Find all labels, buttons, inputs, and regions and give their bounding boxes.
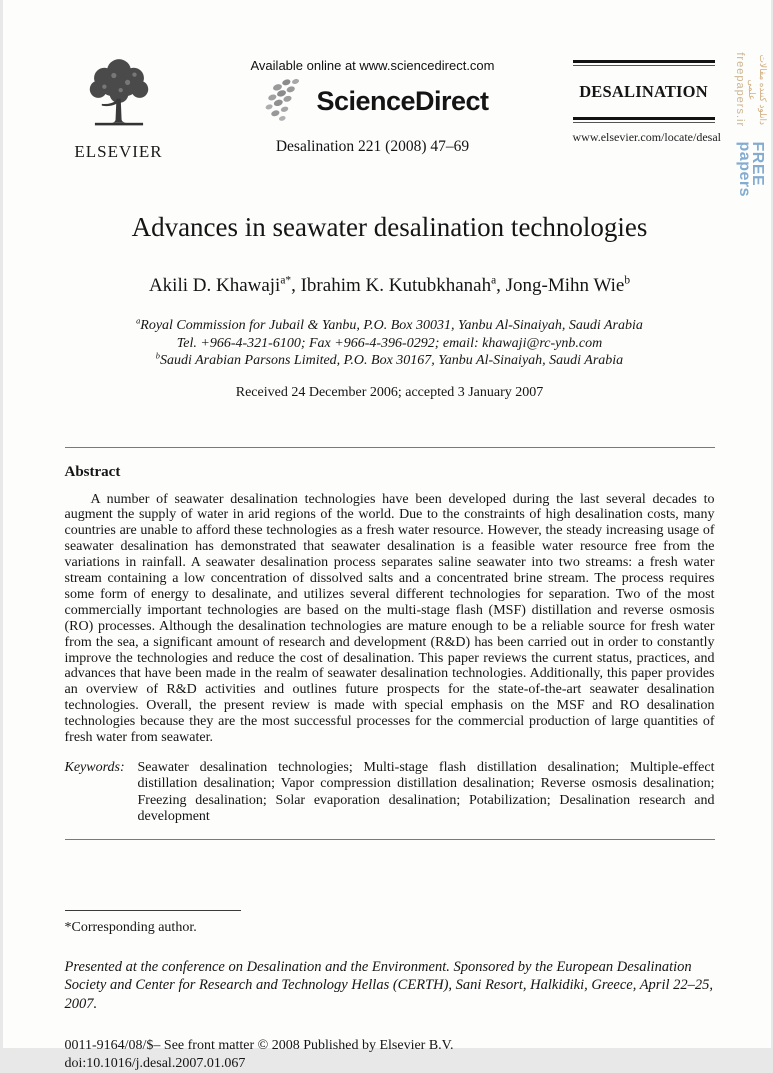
watermark-brand [737, 142, 764, 197]
author-superscript: b [624, 275, 630, 287]
author-separator: , [496, 275, 506, 296]
watermark-arabic-text: دانلود کننده مقالات علمی [746, 45, 768, 135]
sciencedirect-logo [173, 79, 573, 123]
watermark-site-text: freepapers.ir [734, 45, 746, 135]
masthead-bottom-rule [573, 117, 715, 123]
affiliation-line [65, 335, 715, 353]
abstract-bottom-rule [65, 839, 715, 840]
keywords-label: Keywords: [65, 760, 138, 826]
journal-name: DESALINATION [573, 82, 715, 102]
doi-line: doi:10.1016/j.desal.2007.01.067 [65, 1055, 715, 1073]
issn-copyright-line: 0011-9164/08/$– See front matter © 2008 Published by Elsevier B.V. [65, 1037, 715, 1055]
journal-header [65, 54, 715, 162]
received-dates: Received 24 December 2006; accepted 3 January 2007 [65, 385, 715, 401]
affiliations [65, 317, 715, 370]
affiliation-text: Royal Commission for Jubail & Yanbu, P.O. Box 30031, Yanbu Al-Sinaiyah, Saudi Arabia [140, 318, 643, 333]
affiliation-line [65, 317, 715, 335]
abstract-text: A number of seawater desalination technologies have been developed during the last several decades to augment the supply of water in arid regions of the world. Due to the constraints of high desalination costs, many countries are unable to afford these technologies as a fresh water resource. However, the steady increasing usage of seawater desalination has demonstrated that seawater desalination is a feasible water resource free from the variations in rainfall. A seawater desalination process separates saline seawater into two streams: a fresh water stream containing a low concentration of dissolved salts and a concentrated brine stream. The process requires some form of energy to desalinate, and utilizes several different technologies for separation. Two of the most commercially important technologies are based on the multi-stage flash (MSF) distillation and reverse osmosis (RO) processes. Although the desalination technologies are mature enough to be a reliable source for fresh water from the sea, a significant amount of research and development (R&D) has been carried out in order to constantly improve the technologies and reduce the cost of desalination. This paper reviews the current status, practices, and advances that have been made in the realm of seawater desalination technologies. Additionally, this paper provides an overview of R&D activities and outlines future prospects for the state-of-the-art seawater desalination technologies. Overall, the present review is made with special emphasis on the MSF and RO desalination technologies because they are the most successful processes for the commercial production of large quantities of fresh water from seawater. [65, 492, 715, 747]
sciencedirect-wordmark: ScienceDirect [316, 86, 488, 117]
sciencedirect-dots-icon [256, 79, 312, 123]
affiliation-superscript: a [136, 316, 140, 325]
header-center [173, 54, 573, 162]
conference-note: Presented at the conference on Desalination and the Environment. Sponsored by the European Desalination Society and Center for Research and Technology Hellas (CERTH), Sani Resort, Halkidiki, Greece, April 22–25, 2007. [65, 958, 715, 1014]
journal-citation: Desalination 221 (2008) 47–69 [173, 138, 573, 156]
abstract-heading: Abstract [65, 464, 715, 481]
watermark-small-text [734, 45, 768, 135]
author-name: Ibrahim K. Kutubkhanah [301, 275, 491, 296]
journal-masthead [573, 54, 715, 162]
author-list [65, 275, 715, 297]
journal-article-page [3, 0, 771, 1048]
available-online-text: Available online at www.sciencedirect.com [173, 58, 573, 73]
elsevier-tree-icon [76, 54, 162, 140]
article-title: Advances in seawater desalination technologies [65, 212, 715, 243]
elsevier-wordmark: ELSEVIER [65, 142, 173, 162]
affiliation-text: Saudi Arabian Parsons Limited, P.O. Box 30167, Yanbu Al-Sinaiyah, Saudi Arabia [160, 353, 623, 368]
author-separator: , [291, 275, 301, 296]
elsevier-logo [65, 54, 173, 162]
watermark-brand-papers: papers [737, 142, 751, 197]
keywords-block [65, 760, 715, 826]
affiliation-superscript: b [156, 351, 160, 360]
author-superscript: a [491, 275, 496, 287]
watermark-brand-free: FREE [751, 142, 765, 197]
keywords-text: Seawater desalination technologies; Multi-stage flash distillation desalination; Multiple-effect distillation desalination; Vapor compression distillation desalination; Reverse osmosis desalination; Freezing desalination; Solar evaporation desalination; Potabilization; Desalination research and development [138, 760, 715, 826]
journal-url: www.elsevier.com/locate/desal [573, 130, 715, 145]
author-name: Akili D. Khawaji [149, 275, 280, 296]
affiliation-text: Tel. +966-4-321-6100; Fax +966-4-396-0292; email: khawaji@rc-ynb.com [177, 336, 602, 351]
abstract-top-rule [65, 447, 715, 448]
copyright-block [65, 1037, 715, 1073]
corresponding-author-note: *Corresponding author. [65, 920, 715, 936]
author-name: Jong-Mihn Wie [506, 275, 625, 296]
freepapers-watermark [728, 45, 773, 197]
author-superscript: a* [280, 275, 291, 287]
affiliation-line [65, 352, 715, 370]
masthead-top-rule [573, 60, 715, 66]
footnote-rule [65, 910, 241, 911]
